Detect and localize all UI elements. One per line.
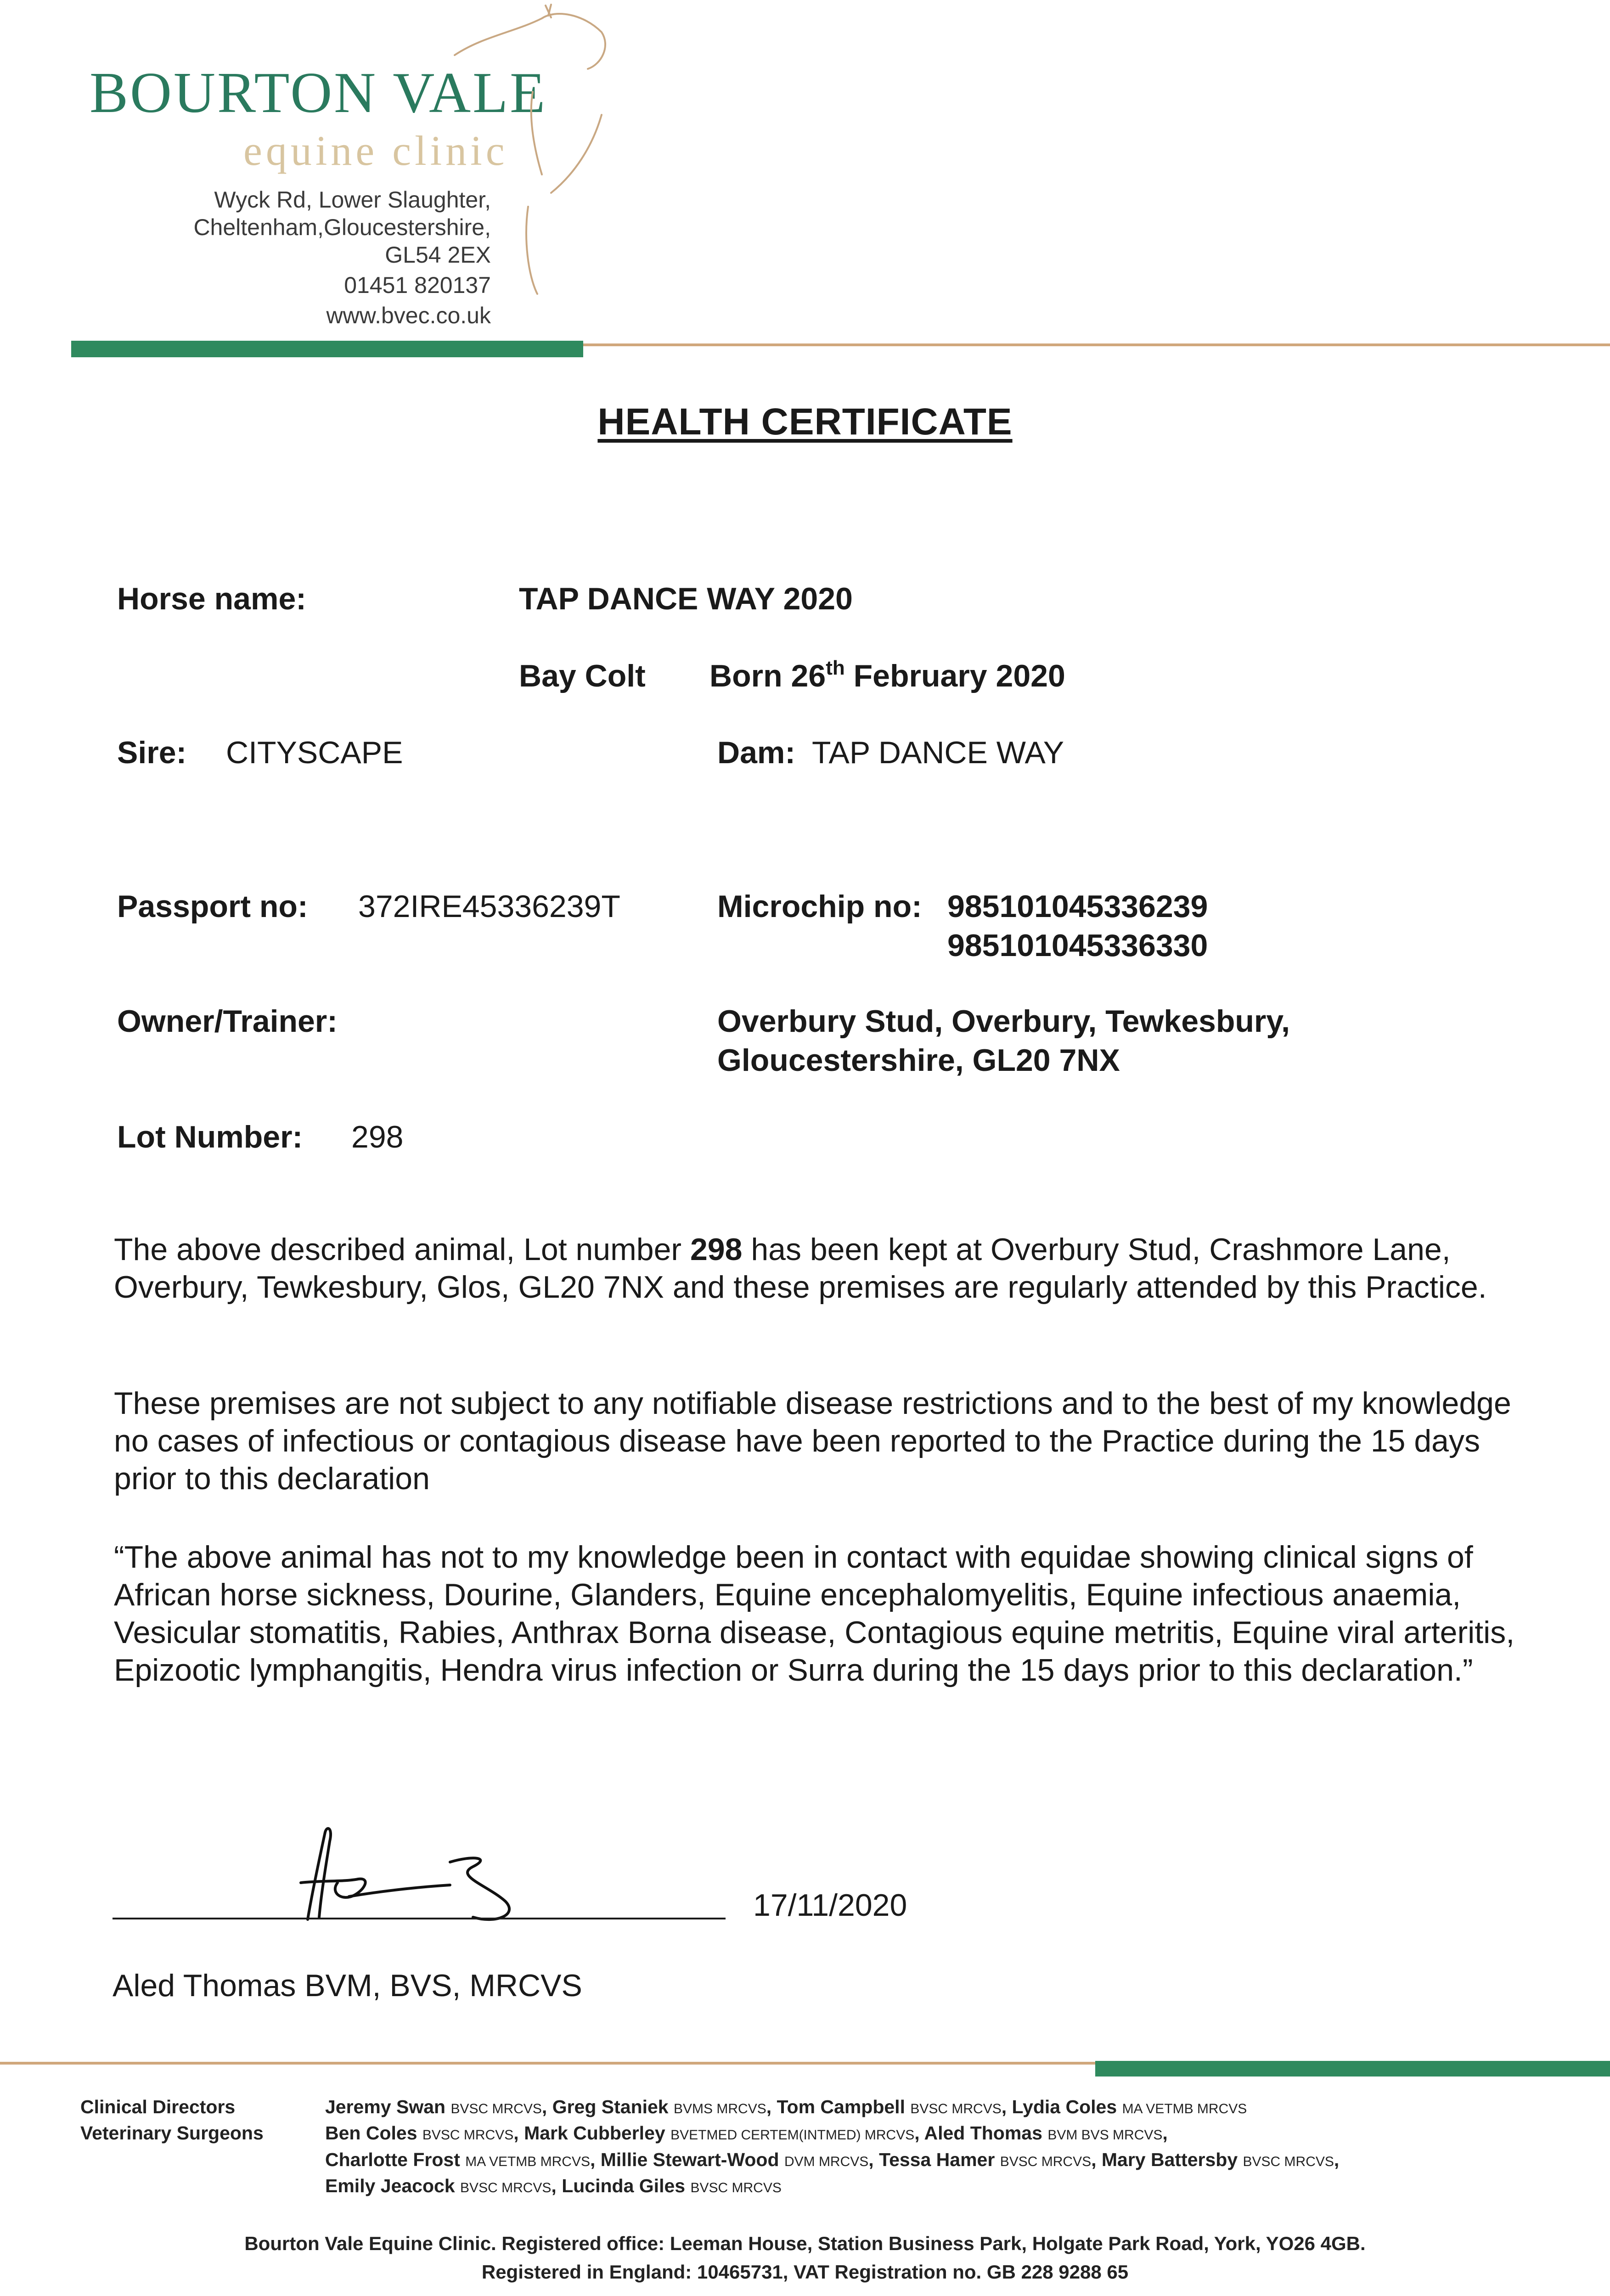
- veterinary-surgeons-label: Veterinary Surgeons: [80, 2122, 264, 2144]
- footer-accent-bar: [1095, 2061, 1610, 2077]
- signatory-name: Aled Thomas BVM, BVS, MRCVS: [113, 1968, 582, 2003]
- passport-value: 372IRE45336239T: [358, 889, 620, 924]
- page-title: HEALTH CERTIFICATE: [597, 401, 1013, 443]
- clinic-postcode: GL54 2EX: [385, 242, 491, 268]
- clinic-logo-text: BOURTON VALE: [90, 61, 547, 125]
- clinic-logo-subtitle: equine clinic: [243, 127, 508, 174]
- header-accent-bar: [71, 341, 583, 357]
- clinic-address-line: Wyck Rd, Lower Slaughter,: [214, 187, 491, 213]
- colour-sex-value: Bay Colt: [519, 658, 646, 693]
- registered-office: Bourton Vale Equine Clinic. Registered office: Leeman House, Station Business Park, Holgate Park Road, York, YO26 4GB.: [244, 2233, 1366, 2254]
- horse-name-value: TAP DANCE WAY 2020: [519, 581, 853, 616]
- horse-name-label: Horse name:: [117, 581, 306, 616]
- surgeons-list: Emily Jeacock BVSC MRCVS, Lucinda Giles BVSC MRCVS: [325, 2175, 782, 2196]
- owner-address-line: Overbury Stud, Overbury, Tewkesbury,: [717, 1004, 1290, 1039]
- signature-date: 17/11/2020: [753, 1888, 907, 1923]
- passport-label: Passport no:: [117, 889, 308, 924]
- header-divider: [583, 343, 1610, 346]
- signature-line: [113, 1918, 726, 1919]
- microchip-value: 985101045336330: [947, 928, 1208, 963]
- dam-label: Dam:: [717, 735, 796, 770]
- dam-value: TAP DANCE WAY: [812, 735, 1064, 770]
- disease-restriction-statement: These premises are not subject to any notifiable disease restrictions and to the best of my knowledge no cases of infectious or contagious disease have been reported to the Practice during the 15 days prior to this declaration: [114, 1386, 1511, 1496]
- microchip-value: 985101045336239: [947, 889, 1208, 924]
- premises-statement: The above described animal, Lot number 298 has been kept at Overbury Stud, Crashmore Lane, Overbury, Tewkesbury, Glos, GL20 7NX and these premises are regularly attended by this Practice.: [114, 1232, 1487, 1305]
- clinic-phone: 01451 820137: [344, 272, 491, 298]
- date-of-birth: Born 26th February 2020: [709, 657, 1065, 693]
- lot-number-value: 298: [351, 1120, 404, 1154]
- footer-divider: [0, 2062, 1095, 2065]
- owner-address-line: Gloucestershire, GL20 7NX: [717, 1043, 1120, 1078]
- clinic-website: www.bvec.co.uk: [326, 303, 491, 328]
- contact-declaration: “The above animal has not to my knowledge been in contact with equidae showing clinical signs of African horse sickness, Dourine, Glanders, Equine encephalomyelitis, Equine infectious anaemia, Vesicular stomatitis, Rabies, Anthrax Borna disease, Contagious equine metritis, Equine viral arteritis, Epizootic lymphangitis, Hendra virus infection or Surra during the 15 days prior to this declaration.”: [114, 1540, 1515, 1688]
- microchip-label: Microchip no:: [717, 889, 922, 924]
- owner-label: Owner/Trainer:: [117, 1004, 338, 1039]
- signature-icon: [257, 1823, 542, 1929]
- sire-label: Sire:: [117, 735, 187, 770]
- surgeons-list: Charlotte Frost MA VETMB MRCVS, Millie Stewart-Wood DVM MRCVS, Tessa Hamer BVSC MRCVS, Mary Battersby BVSC MRCVS,: [325, 2149, 1340, 2170]
- clinical-directors-label: Clinical Directors: [80, 2096, 236, 2117]
- sire-value: CITYSCAPE: [226, 735, 403, 770]
- surgeons-list: Ben Coles BVSC MRCVS, Mark Cubberley BVETMED CERTEM(INTMED) MRCVS, Aled Thomas BVM BVS MRCVS,: [325, 2122, 1168, 2144]
- directors-list: Jeremy Swan BVSC MRCVS, Greg Staniek BVMS MRCVS, Tom Campbell BVSC MRCVS, Lydia Coles MA VETMB MRCVS: [325, 2096, 1247, 2117]
- lot-number-label: Lot Number:: [117, 1120, 303, 1154]
- horse-logo-icon: [436, 0, 629, 317]
- company-registration: Registered in England: 10465731, VAT Registration no. GB 228 9288 65: [481, 2261, 1129, 2283]
- clinic-address-line: Cheltenham,Gloucestershire,: [193, 214, 491, 240]
